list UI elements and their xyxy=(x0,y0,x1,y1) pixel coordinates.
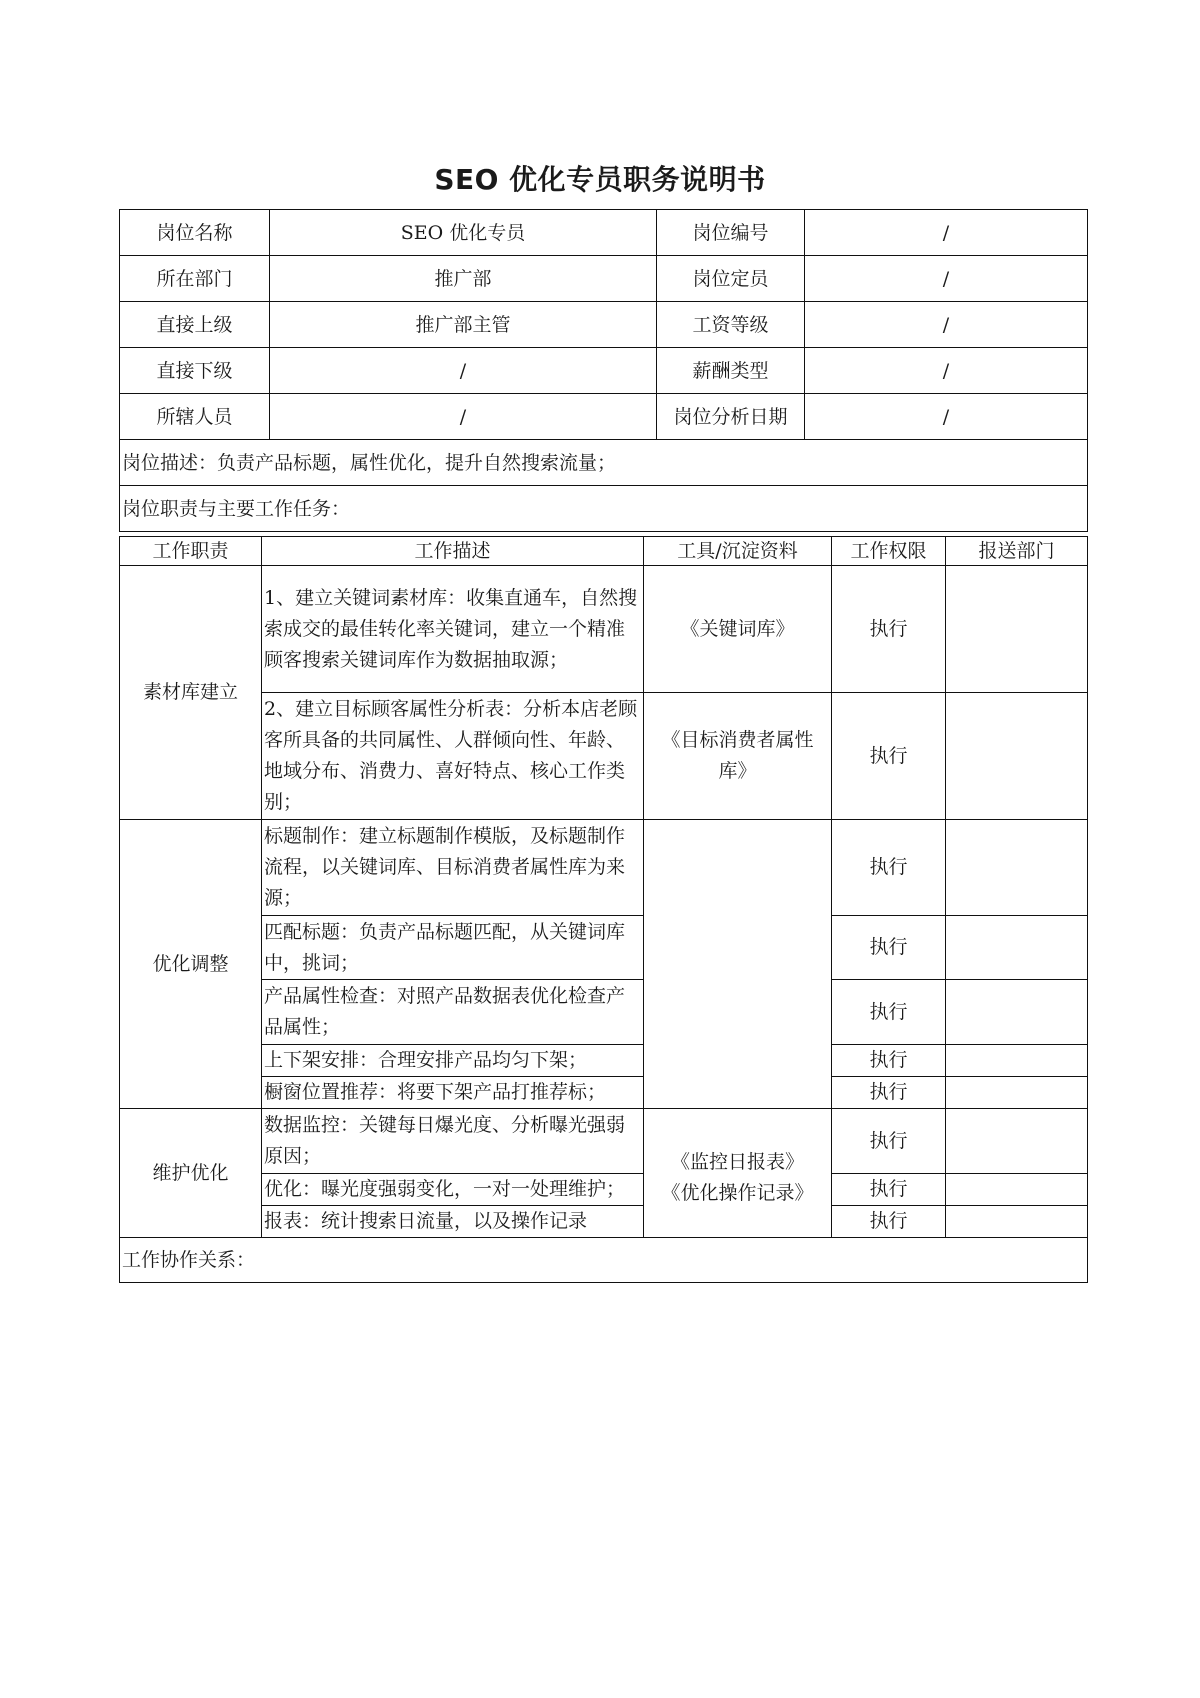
duty-description: 标题制作：建立标题制作模版，及标题制作流程，以关键词库、目标消费者属性库为来源； xyxy=(262,820,644,916)
info-value: 推广部主管 xyxy=(270,302,657,348)
page-title: SEO 优化专员职务说明书 xyxy=(434,163,766,196)
info-label: 所在部门 xyxy=(120,256,270,302)
duty-description: 报表：统计搜索日流量，以及操作记录 xyxy=(262,1206,644,1238)
duty-report-dept xyxy=(946,1206,1088,1238)
duty-category: 维护优化 xyxy=(120,1109,262,1238)
info-label: 岗位编号 xyxy=(657,210,805,256)
info-value: / xyxy=(805,210,1088,256)
info-value: / xyxy=(270,394,657,440)
column-header: 工作职责 xyxy=(120,537,262,566)
column-header: 工作描述 xyxy=(262,537,644,566)
info-value: / xyxy=(805,394,1088,440)
info-label: 直接下级 xyxy=(120,348,270,394)
table-row xyxy=(120,566,1088,693)
info-row xyxy=(120,256,1088,302)
table-row xyxy=(120,820,1088,916)
duty-report-dept xyxy=(946,820,1088,916)
info-row xyxy=(120,302,1088,348)
duty-description: 数据监控：关键每日爆光度、分析曝光强弱原因； xyxy=(262,1109,644,1174)
table-row xyxy=(120,693,1088,820)
duty-authority: 执行 xyxy=(832,916,946,980)
info-value: / xyxy=(270,348,657,394)
duty-tool xyxy=(644,820,832,1109)
duty-description: 匹配标题：负责产品标题匹配，从关键词库中，挑词； xyxy=(262,916,644,980)
info-row xyxy=(120,210,1088,256)
duty-tool: 《目标消费者属性库》 xyxy=(644,693,832,820)
duty-description: 2、建立目标顾客属性分析表：分析本店老顾客所具备的共同属性、人群倾向性、年龄、地域分布、消费力、喜好特点、核心工作类别； xyxy=(262,693,644,820)
duty-authority: 执行 xyxy=(832,566,946,693)
info-row xyxy=(120,394,1088,440)
duty-authority: 执行 xyxy=(832,1174,946,1206)
column-header: 工具/沉淀资料 xyxy=(644,537,832,566)
duty-description: 上下架安排：合理安排产品均匀下架； xyxy=(262,1045,644,1077)
duty-description: 产品属性检查：对照产品数据表优化检查产品属性； xyxy=(262,980,644,1045)
duty-report-dept xyxy=(946,693,1088,820)
info-value: / xyxy=(805,302,1088,348)
tool-line: 《监控日报表》 xyxy=(670,1151,804,1173)
duty-description: 优化：曝光度强弱变化，一对一处理维护； xyxy=(262,1174,644,1206)
info-label: 岗位定员 xyxy=(657,256,805,302)
duty-report-dept xyxy=(946,916,1088,980)
table-row xyxy=(120,1109,1088,1174)
basic-info-table xyxy=(119,209,1088,532)
table-row xyxy=(120,916,1088,980)
duty-authority: 执行 xyxy=(832,1109,946,1174)
duty-authority: 执行 xyxy=(832,980,946,1045)
duty-report-dept xyxy=(946,1109,1088,1174)
work-cooperation: 工作协作关系： xyxy=(120,1238,1088,1283)
info-label: 薪酬类型 xyxy=(657,348,805,394)
column-header: 报送部门 xyxy=(946,537,1088,566)
table-row xyxy=(120,1174,1088,1206)
duty-category: 素材库建立 xyxy=(120,566,262,820)
description-row xyxy=(120,440,1088,486)
info-label: 所辖人员 xyxy=(120,394,270,440)
info-label: 工资等级 xyxy=(657,302,805,348)
info-value: / xyxy=(805,348,1088,394)
duties-table xyxy=(119,536,1088,1283)
duties-heading-row xyxy=(120,486,1088,532)
table-row xyxy=(120,980,1088,1045)
duty-authority: 执行 xyxy=(832,693,946,820)
duty-authority: 执行 xyxy=(832,1045,946,1077)
duty-report-dept xyxy=(946,980,1088,1045)
table-row xyxy=(120,1077,1088,1109)
table-row xyxy=(120,1206,1088,1238)
duty-authority: 执行 xyxy=(832,1077,946,1109)
info-value: 推广部 xyxy=(270,256,657,302)
duty-description: 橱窗位置推荐：将要下架产品打推荐标； xyxy=(262,1077,644,1109)
duties-heading: 岗位职责与主要工作任务： xyxy=(120,486,1088,532)
duties-header-row xyxy=(120,537,1088,566)
info-label: 直接上级 xyxy=(120,302,270,348)
duty-tool xyxy=(644,1109,832,1238)
duty-category: 优化调整 xyxy=(120,820,262,1109)
duty-report-dept xyxy=(946,1174,1088,1206)
position-description: 岗位描述：负责产品标题，属性优化，提升自然搜索流量； xyxy=(120,440,1088,486)
duty-authority: 执行 xyxy=(832,820,946,916)
info-label: 岗位名称 xyxy=(120,210,270,256)
info-row xyxy=(120,348,1088,394)
info-value: / xyxy=(805,256,1088,302)
duty-report-dept xyxy=(946,566,1088,693)
duty-authority: 执行 xyxy=(832,1206,946,1238)
column-header: 工作权限 xyxy=(832,537,946,566)
duty-description: 1、建立关键词素材库：收集直通车，自然搜索成交的最佳转化率关键词，建立一个精准顾客搜索关键词库作为数据抽取源； xyxy=(262,566,644,693)
duty-report-dept xyxy=(946,1077,1088,1109)
tool-line: 《优化操作记录》 xyxy=(661,1182,814,1204)
cooperation-row xyxy=(120,1238,1088,1283)
info-value: SEO 优化专员 xyxy=(270,210,657,256)
duty-tool: 《关键词库》 xyxy=(644,566,832,693)
table-row xyxy=(120,1045,1088,1077)
info-label: 岗位分析日期 xyxy=(657,394,805,440)
duty-report-dept xyxy=(946,1045,1088,1077)
